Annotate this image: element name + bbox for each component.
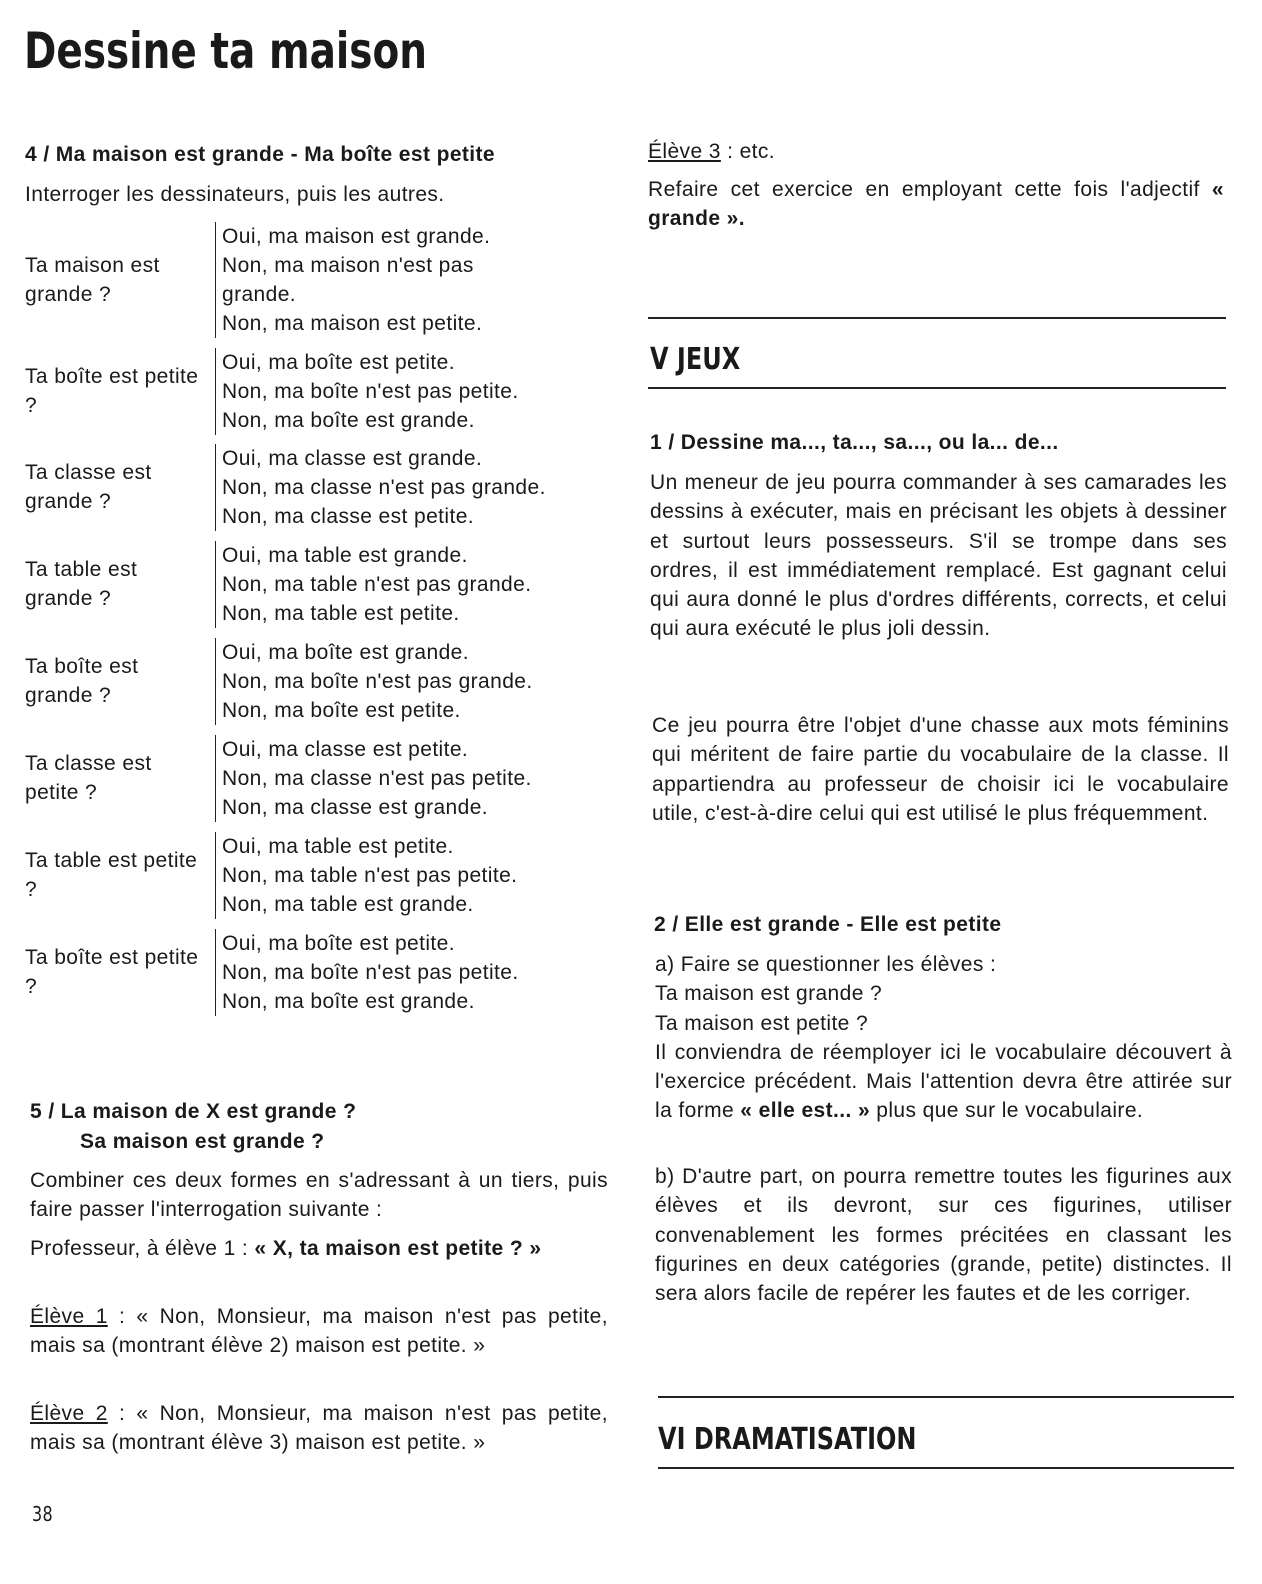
answer-line: Non, ma maison est petite. bbox=[222, 312, 483, 335]
teacher-question: « X, ta maison est petite ? » bbox=[254, 1237, 542, 1260]
question: Ta classe est grande ? bbox=[25, 461, 152, 513]
jeu-1-heading: 1 / Dessine ma..., ta..., sa..., ou la... de... bbox=[650, 431, 1059, 454]
page-title: Dessine ta maison bbox=[24, 22, 428, 80]
page-number: 38 bbox=[32, 1502, 53, 1526]
teacher-line bbox=[30, 1234, 608, 1263]
question: Ta boîte est petite ? bbox=[25, 365, 199, 417]
section-5-heading-1: 5 / La maison de X est grande ? bbox=[30, 1100, 357, 1123]
part-a-note bbox=[655, 1038, 1232, 1126]
eleve-3-line bbox=[648, 140, 775, 164]
section-5-paragraph: Combiner ces deux formes en s'adressant à un tiers, puis faire passer l'interrogation suivante : bbox=[30, 1169, 608, 1222]
answers bbox=[215, 541, 531, 628]
eleve-2-line bbox=[30, 1399, 608, 1458]
answer-line: Non, ma boîte n'est pas petite. bbox=[222, 380, 519, 403]
part-a-note-suffix: plus que sur le vocabulaire. bbox=[870, 1099, 1144, 1123]
divider bbox=[658, 1467, 1234, 1469]
answer-line: Oui, ma boîte est petite. bbox=[222, 351, 455, 374]
answer-line: Oui, ma maison est grande. bbox=[222, 225, 491, 248]
question: Ta boîte est grande ? bbox=[25, 655, 139, 707]
answer-line: Oui, ma classe est petite. bbox=[222, 738, 469, 761]
divider bbox=[658, 1396, 1234, 1398]
part-a-question-2: Ta maison est petite ? bbox=[655, 1011, 869, 1035]
eleve-2-text: : « Non, Monsieur, ma maison n'est pas petite, mais sa (montrant élève 3) maison est petite. » bbox=[30, 1402, 608, 1455]
answers bbox=[215, 444, 546, 531]
answer-line: Non, ma boîte est grande. bbox=[222, 990, 475, 1013]
eleve-1-label: Élève 1 bbox=[30, 1305, 108, 1328]
section-v-heading: V JEUX bbox=[650, 342, 741, 377]
answer-line: Non, ma boîte n'est pas petite. bbox=[222, 961, 519, 984]
divider bbox=[648, 317, 1226, 319]
answer-line: grande. bbox=[222, 283, 297, 306]
jeu-2-part-b: b) D'autre part, on pourra remettre toutes les figurines aux élèves et ils devront, sur ces figurines, utiliser convenablement les formes précitées en classant les figurines en deux catégories (grande, petite) distinctes. Il sera alors facile de repérer les fautes et de les corriger. bbox=[655, 1165, 1232, 1306]
answer-line: Oui, ma classe est grande. bbox=[222, 447, 483, 470]
question: Ta maison est grande ? bbox=[25, 254, 160, 306]
eleve-3-text: : etc. bbox=[720, 140, 776, 163]
question: Ta table est grande ? bbox=[25, 558, 138, 610]
redo-bold: « grande ». bbox=[648, 178, 1224, 231]
teacher-prefix: Professeur, à élève 1 : bbox=[30, 1237, 255, 1260]
answer-line: Oui, ma table est grande. bbox=[222, 544, 468, 567]
section-4-intro: Interroger les dessinateurs, puis les autres. bbox=[25, 183, 445, 206]
answer-line: Oui, ma table est petite. bbox=[222, 835, 454, 858]
answer-line: Non, ma table n'est pas petite. bbox=[222, 864, 518, 887]
section-4-heading: 4 / Ma maison est grande - Ma boîte est petite bbox=[25, 143, 496, 166]
answer-line: Non, ma classe n'est pas petite. bbox=[222, 767, 532, 790]
jeu-2-part-a bbox=[655, 950, 1232, 1126]
question: Ta classe est petite ? bbox=[25, 752, 152, 804]
redo-text: Refaire cet exercice en employant cette fois l'adjectif bbox=[648, 178, 1212, 201]
answers bbox=[215, 638, 533, 725]
part-a-instruction: a) Faire se questionner les élèves : bbox=[655, 953, 997, 976]
part-a-note-text: Il conviendra de réemployer ici le vocabulaire découvert à l'exercice précédent. Mais l'attention devra être attirée sur la forme bbox=[655, 1040, 1232, 1123]
answer-line: Non, ma table est petite. bbox=[222, 602, 460, 625]
redo-paragraph bbox=[648, 175, 1224, 234]
answers bbox=[215, 929, 519, 1016]
answers bbox=[215, 348, 519, 435]
answer-line: Non, ma table est grande. bbox=[222, 893, 474, 916]
answer-line: Oui, ma boîte est petite. bbox=[222, 932, 455, 955]
answer-line: Non, ma classe est grande. bbox=[222, 796, 489, 819]
answers bbox=[215, 832, 517, 919]
answer-line: Non, ma boîte n'est pas grande. bbox=[222, 670, 533, 693]
part-a-note-bold: « elle est... » bbox=[740, 1099, 871, 1123]
answer-line: Non, ma classe n'est pas grande. bbox=[222, 476, 546, 499]
jeu-1-paragraph-1: Un meneur de jeu pourra commander à ses camarades les dessins à exécuter, mais en précisant les objets à dessiner et surtout leurs possesseurs. S'il se trompe dans ses ordres, il est immédiatement remplacé. Est gagnant celui qui aura donné le plus d'ordres différents, corrects, et celui qui aura exécuté le plus joli dessin. bbox=[650, 471, 1227, 641]
question: Ta table est petite ? bbox=[25, 849, 198, 901]
answer-line: Non, ma classe est petite. bbox=[222, 505, 475, 528]
eleve-3-label: Élève 3 bbox=[648, 140, 721, 163]
answer-line: Non, ma maison n'est pas bbox=[222, 254, 474, 277]
answer-line: Non, ma boîte est grande. bbox=[222, 409, 475, 432]
question: Ta boîte est petite ? bbox=[25, 946, 199, 998]
jeu-2-heading: 2 / Elle est grande - Elle est petite bbox=[654, 913, 1002, 936]
answer-line: Non, ma boîte est petite. bbox=[222, 699, 461, 722]
section-vi-heading: VI DRAMATISATION bbox=[658, 1422, 917, 1457]
eleve-2-label: Élève 2 bbox=[30, 1402, 108, 1425]
eleve-1-line bbox=[30, 1302, 608, 1361]
section-5-heading-2: Sa maison est grande ? bbox=[80, 1130, 325, 1153]
part-a-question-1: Ta maison est grande ? bbox=[655, 982, 883, 1006]
eleve-1-text: : « Non, Monsieur, ma maison n'est pas petite, mais sa (montrant élève 2) maison est petite. » bbox=[30, 1305, 608, 1358]
divider bbox=[648, 387, 1226, 389]
answers bbox=[215, 735, 532, 822]
answer-line: Non, ma table n'est pas grande. bbox=[222, 573, 532, 596]
jeu-1-paragraph-2: Ce jeu pourra être l'objet d'une chasse aux mots féminins qui méritent de faire partie du vocabulaire de la classe. Il appartiendra au professeur de choisir ici le vocabulaire utile, c'est-à-dire celui qui est utilisé le plus fréquemment. bbox=[652, 714, 1229, 825]
answer-line: Oui, ma boîte est grande. bbox=[222, 641, 469, 664]
answers bbox=[215, 222, 490, 338]
